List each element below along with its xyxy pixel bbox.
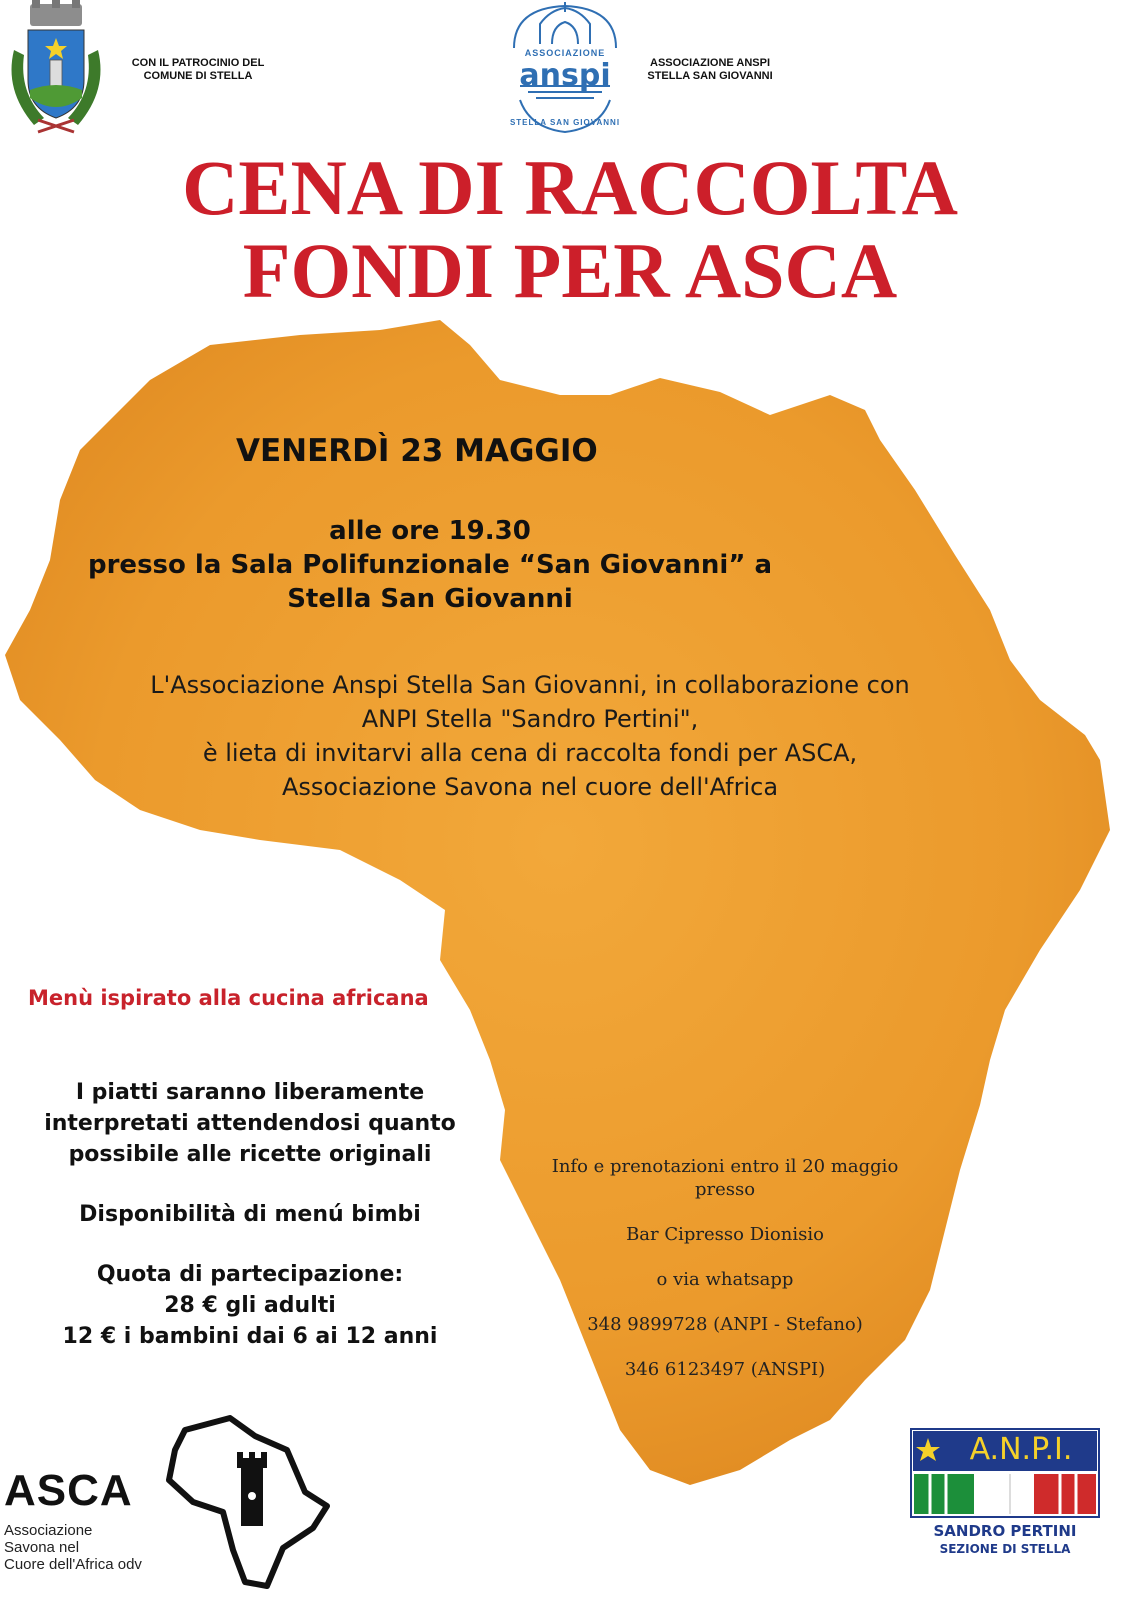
africa-tower-icon	[155, 1410, 335, 1590]
info-bar: Bar Cipresso Dionisio	[626, 1224, 824, 1245]
quota-label: Quota di partecipazione:	[96, 1262, 404, 1287]
menu-title: Menù ispirato alla cucina africana	[28, 986, 429, 1010]
info-line2: presso	[694, 1179, 756, 1200]
menu-details	[20, 1077, 480, 1352]
dishes-line2: interpretati attendendosi quanto	[44, 1111, 456, 1136]
anpi-logo-sub1: SANDRO PERTINI	[933, 1522, 1077, 1540]
intro-line4: Associazione Savona nel cuore dell'Africa	[281, 773, 779, 801]
dishes-line3: possibile alle ricette originali	[68, 1142, 432, 1167]
anpi-logo-name: A.N.P.I.	[969, 1432, 1073, 1467]
asca-logo-name: ASCA	[4, 1466, 133, 1515]
page-title-line1: CENA DI RACCOLTA	[182, 144, 958, 231]
patronage-text	[118, 57, 278, 83]
intro-line1: L'Associazione Anspi Stella San Giovanni, in collaborazione con	[150, 671, 910, 699]
page-title-line2: FONDI PER ASCA	[242, 227, 898, 314]
quota-adults: 28 € gli adulti	[164, 1293, 336, 1318]
info-whatsapp: o via whatsapp	[656, 1269, 794, 1290]
association-line2: STELLA SAN GIOVANNI	[647, 70, 773, 82]
intro-line2: ANPI Stella "Sandro Pertini",	[361, 705, 699, 733]
event-time-place	[40, 514, 820, 616]
reservation-info	[520, 1155, 930, 1381]
anspi-logo-name: anspi	[519, 58, 611, 93]
anspi-logo-top: ASSOCIAZIONE	[524, 48, 606, 58]
asca-logo	[0, 1410, 340, 1595]
event-place-line2: Stella San Giovanni	[287, 584, 573, 614]
kids-menu: Disponibilità di menú bimbi	[79, 1202, 421, 1227]
comune-stella-coat-of-arms	[4, 0, 108, 140]
asca-sub1: Associazione	[4, 1522, 93, 1539]
anpi-logo-sub2: SEZIONE DI STELLA	[939, 1542, 1071, 1556]
event-place-line1: presso la Sala Polifunzionale “San Giovanni” a	[88, 550, 772, 580]
event-date: VENERDÌ 23 MAGGIO	[236, 433, 598, 469]
quota-kids: 12 € i bambini dai 6 ai 12 anni	[62, 1324, 438, 1349]
asca-logo-sub	[4, 1522, 142, 1573]
event-time: alle ore 19.30	[329, 516, 531, 546]
info-phone2: 346 6123497 (ANSPI)	[624, 1359, 826, 1380]
info-line1: Info e prenotazioni entro il 20 maggio	[551, 1156, 899, 1177]
info-phone1: 348 9899728 (ANPI - Stefano)	[587, 1314, 863, 1335]
association-text	[630, 57, 790, 83]
anspi-logo-bottom: STELLA SAN GIOVANNI	[509, 118, 621, 127]
intro-line3: è lieta di invitarvi alla cena di raccolta fondi per ASCA,	[202, 739, 858, 767]
dishes-line1: I piatti saranno liberamente	[75, 1080, 425, 1105]
intro-paragraph	[90, 668, 970, 804]
patronage-line1: CON IL PATROCINIO DEL	[131, 57, 265, 69]
asca-sub2: Savona nel	[4, 1539, 80, 1556]
anpi-logo	[910, 1428, 1110, 1558]
patronage-line2: COMUNE DI STELLA	[143, 70, 253, 82]
asca-sub3: Cuore dell'Africa odv	[4, 1556, 142, 1573]
association-line1: ASSOCIAZIONE ANSPI	[650, 57, 770, 69]
anspi-logo	[500, 0, 630, 140]
coat-of-arms-icon	[4, 0, 108, 140]
